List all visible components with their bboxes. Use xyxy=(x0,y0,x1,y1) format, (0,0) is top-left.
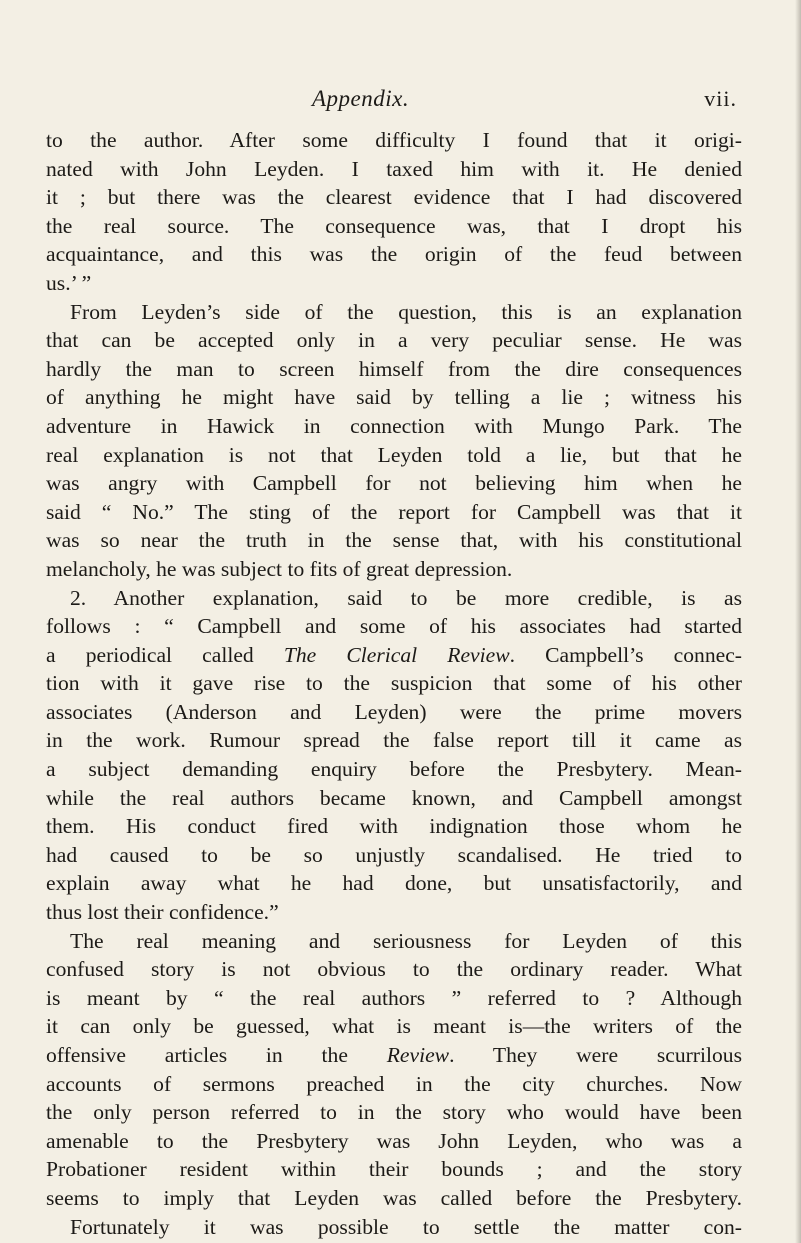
text-line: acquaintance, and this was the origin of the feud between xyxy=(46,242,742,267)
text-line: adventure in Hawick in connection with Mungo Park. The xyxy=(46,413,742,438)
text-line: follows : “ Campbell and some of his associates had started xyxy=(46,614,742,639)
text-line: amenable to the Presbytery was John Leyden, who was a xyxy=(46,1128,742,1153)
text-line: hardly the man to screen himself from the dire consequences xyxy=(46,356,742,381)
text-line: them. His conduct fired with indignation those whom he xyxy=(46,814,742,839)
italic-title: The Clerical Review xyxy=(283,642,510,667)
text-line: it can only be guessed, what is meant is—the writers of the xyxy=(46,1014,742,1039)
text-line: thus lost their confidence.” xyxy=(46,900,279,925)
text-line: offensive articles in the Review. They were scurrilous xyxy=(46,1043,742,1067)
text-line: of anything he might have said by telling a lie ; witness his xyxy=(46,385,742,410)
text-line: was angry with Campbell for not believing him when he xyxy=(46,471,742,496)
paragraph-start: From Leyden’s side of the question, this is an explanation xyxy=(70,299,742,324)
text-line: real explanation is not that Leyden told a lie, but that he xyxy=(46,442,742,467)
text-line: Probationer resident within their bounds ; and the story xyxy=(46,1157,742,1182)
text-line: in the work. Rumour spread the false report till it came as xyxy=(46,728,742,753)
text-line: said “ No.” The sting of the report for Campbell was that it xyxy=(46,499,742,524)
text-line: was so near the truth in the sense that, with his constitutional xyxy=(46,528,742,553)
text-line: seems to imply that Leyden was called before the Presbytery. xyxy=(46,1185,742,1210)
text-line: the only person referred to in the story who would have been xyxy=(46,1100,742,1125)
page-edge-shadow xyxy=(795,0,801,1243)
text-line: us.’ ” xyxy=(46,270,92,295)
text-line: nated with John Leyden. I taxed him with it. He denied xyxy=(46,156,742,181)
text-line: a periodical called The Clerical Review. Campbell’s connec- xyxy=(46,642,742,667)
text-line: to the author. After some difficulty I found that it origi- xyxy=(46,128,742,152)
running-head: Appendix. xyxy=(312,86,410,111)
text-line: the real source. The consequence was, that I dropt his xyxy=(46,213,742,238)
text-line: it ; but there was the clearest evidence that I had discovered xyxy=(46,185,742,210)
italic-title: Review xyxy=(386,1043,450,1067)
text-line: is meant by “ the real authors ” referred to ? Although xyxy=(46,985,742,1010)
text-line: melancholy, he was subject to fits of great depression. xyxy=(46,556,513,581)
text-line: accounts of sermons preached in the city churches. Now xyxy=(46,1071,742,1096)
text-line: confused story is not obvious to the ordinary reader. What xyxy=(46,957,742,982)
page-number: vii. xyxy=(704,86,737,111)
page-header xyxy=(0,86,801,126)
text-line: tion with it gave rise to the suspicion that some of his other xyxy=(46,671,742,696)
text-line: Fortunately it was possible to settle the matter con- xyxy=(70,1214,742,1239)
text-line: that can be accepted only in a very peculiar sense. He was xyxy=(46,328,742,353)
text-line: a subject demanding enquiry before the Presbytery. Mean- xyxy=(46,757,742,782)
paragraph-start: The real meaning and seriousness for Leyden of this xyxy=(70,928,742,953)
text-line: explain away what he had done, but unsatisfactorily, and xyxy=(46,871,742,896)
text-line: had caused to be so unjustly scandalised. He tried to xyxy=(46,842,742,867)
paragraph-start: 2. Another explanation, said to be more credible, is as xyxy=(70,585,742,610)
text-line: associates (Anderson and Leyden) were the prime movers xyxy=(46,699,742,724)
text-line: while the real authors became known, and Campbell amongst xyxy=(46,785,742,810)
body-text xyxy=(46,126,742,1241)
